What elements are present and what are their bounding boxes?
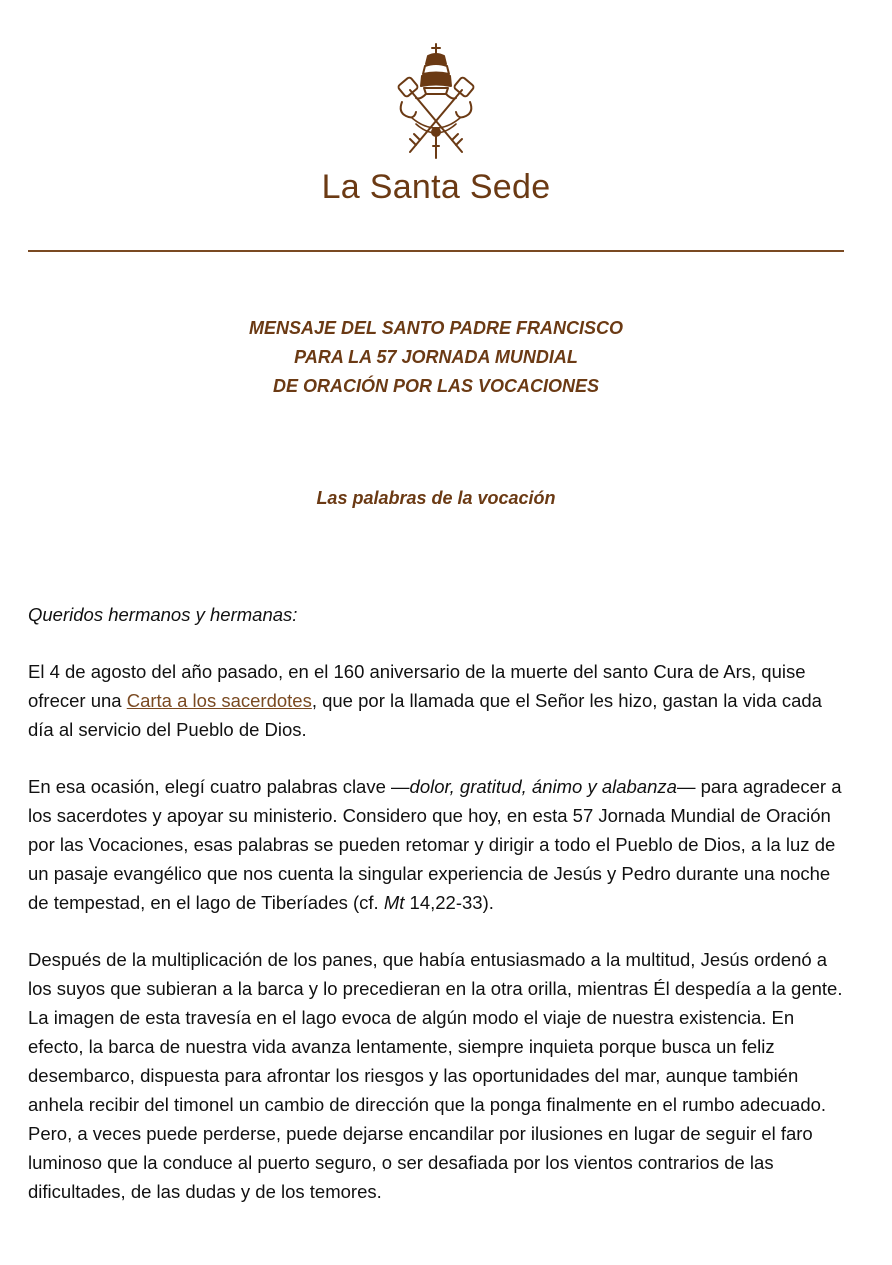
header-divider — [28, 250, 844, 252]
paragraph-text: 14,22-33). — [404, 892, 494, 913]
key-words: dolor, gratitud, ánimo y alabanza — [409, 776, 677, 797]
document-title-line: PARA LA 57 JORNADA MUNDIAL — [294, 347, 578, 367]
greeting: Queridos hermanos y hermanas: — [28, 604, 298, 625]
document-body — [28, 600, 844, 1234]
scripture-reference: Mt — [383, 892, 405, 913]
document-title-line: MENSAJE DEL SANTO PADRE FRANCISCO — [248, 318, 624, 338]
document-title — [28, 314, 844, 401]
paragraph — [28, 772, 844, 917]
paragraph: Después de la multiplicación de los panes, que había entusiasmado a la multitud, Jesús ordenó a los suyos que subieran a la barca y lo precedieran en la otra orilla, mientras Él despedía a la gente. La imagen de esta travesía en el lago evoca de algún modo el viaje de nuestra existencia. En efecto, la barca de nuestra vida avanza lentamente, siempre inquieta porque busca un feliz desembarco, dispuesta para afrontar los riesgos y las oportunidades del mar, aunque también anhela recibir del timonel un cambio de dirección que la ponga finalmente en el rumbo adecuado. Pero, a veces puede perderse, puede dejarse encandilar por ilusiones en lugar de seguir el faro luminoso que la conduce al puerto seguro, o ser desafiada por los vientos contrarios de las dificultades, de las dudas y de los temores. — [28, 949, 843, 1202]
carta-sacerdotes-link[interactable]: Carta a los sacerdotes — [126, 690, 312, 711]
papal-coat-of-arms-icon[interactable] — [386, 42, 486, 162]
paragraph — [28, 657, 844, 744]
paragraph-text: El 4 de agosto del año pasado, en el 160 aniversario de la muerte del santo Cura de Ars, quise ofrecer una — [28, 661, 806, 711]
document-title-line: DE ORACIÓN POR LAS VOCACIONES — [272, 376, 600, 396]
paragraph-text: , que por la llamada que el Señor les hizo, gastan la vida cada día al servicio del Pueblo de Dios. — [28, 690, 822, 740]
document-subtitle: Las palabras de la vocación — [316, 488, 556, 508]
paragraph-text: En esa ocasión, elegí cuatro palabras clave — — [28, 776, 410, 797]
site-title[interactable]: La Santa Sede — [321, 168, 551, 206]
paragraph-text: — para agradecer a los sacerdotes y apoyar su ministerio. Considero que hoy, en esta 57 Jornada Mundial de Oración por las Vocaciones, esas palabras se pueden retomar y dirigir a todo el Pueblo de Dios, a la luz de un pasaje evangélico que nos cuenta la singular experiencia de Jesús y Pedro durante una noche de tempestad, en el lago de Tiberíades (cf. — [28, 776, 842, 913]
